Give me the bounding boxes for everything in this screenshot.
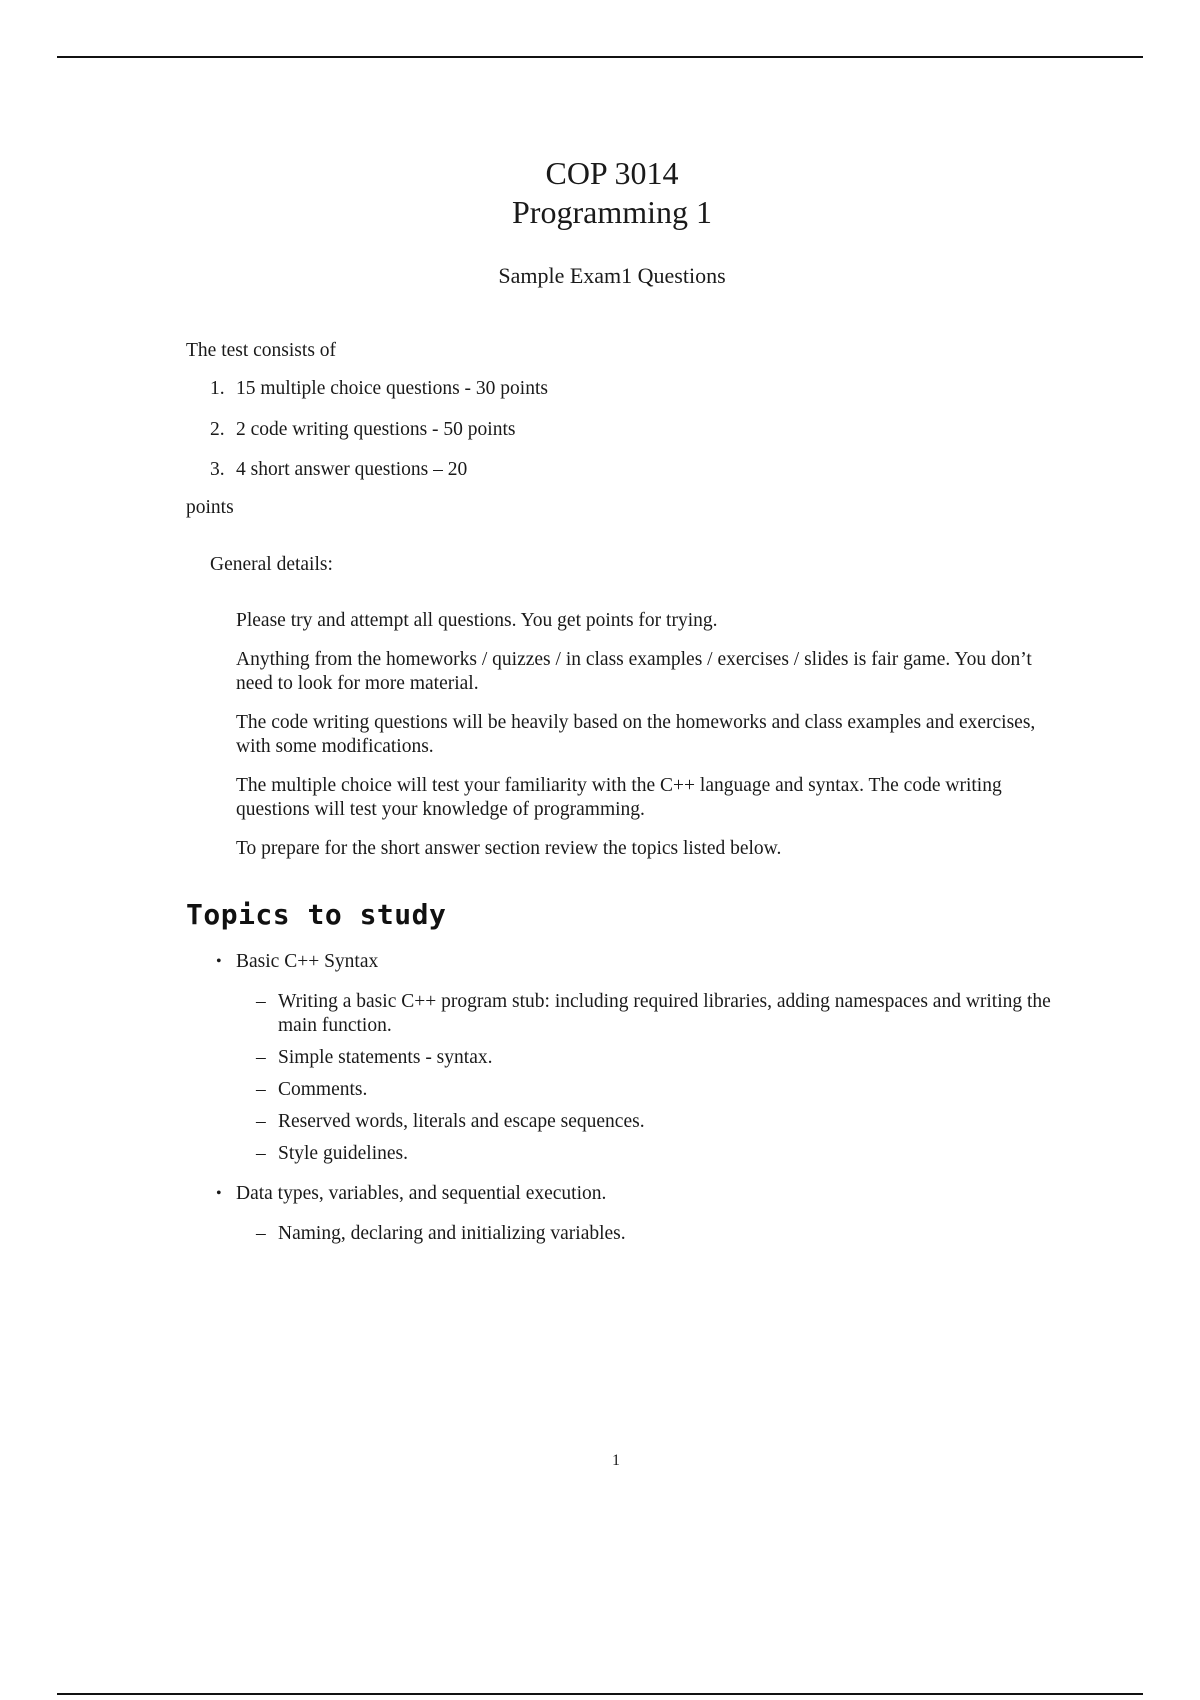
subtopic-item bbox=[256, 1078, 1072, 1102]
test-part-item bbox=[210, 458, 467, 482]
subtopic-text: Reserved words, literals and escape sequences. bbox=[278, 1111, 645, 1132]
dash-icon: – bbox=[256, 1079, 266, 1100]
top-rule bbox=[57, 56, 1143, 58]
course-code: COP 3014 bbox=[545, 155, 679, 191]
test-part-number: 2. bbox=[210, 419, 225, 440]
general-details-label: General details: bbox=[210, 554, 333, 575]
course-title: Programming 1 bbox=[512, 194, 712, 230]
test-part-overflow: points bbox=[186, 497, 234, 518]
test-part-number: 1. bbox=[210, 378, 225, 399]
test-part-number: 3. bbox=[210, 459, 225, 480]
subtopic-item bbox=[256, 990, 1072, 1038]
subtopic-text: Naming, declaring and initializing variables. bbox=[278, 1223, 626, 1244]
topic-item bbox=[212, 950, 1072, 974]
topic-label: Basic C++ Syntax bbox=[236, 951, 379, 972]
bullet-icon: • bbox=[216, 1185, 222, 1202]
test-part-item bbox=[210, 418, 515, 442]
dash-icon: – bbox=[256, 1143, 266, 1164]
test-part-item bbox=[210, 377, 548, 401]
subtopic-list bbox=[212, 990, 1072, 1166]
document-subtitle: Sample Exam1 Questions bbox=[498, 263, 726, 288]
title-block bbox=[0, 154, 1200, 289]
detail-paragraph: Please try and attempt all questions. You get points for trying. bbox=[236, 610, 718, 631]
test-part-text: 15 multiple choice questions - 30 points bbox=[236, 378, 548, 399]
dash-icon: – bbox=[256, 1111, 266, 1132]
subtopic-text: Writing a basic C++ program stub: including required libraries, adding namespaces and writing the main function. bbox=[278, 991, 1051, 1036]
topics-heading: Topics to study bbox=[186, 898, 447, 931]
detail-paragraph: The code writing questions will be heavily based on the homeworks and class examples and exercises, with some modifications. bbox=[236, 712, 1036, 757]
topic-label: Data types, variables, and sequential execution. bbox=[236, 1183, 607, 1204]
dash-icon: – bbox=[256, 1047, 266, 1068]
subtopic-text: Style guidelines. bbox=[278, 1143, 408, 1164]
subtopic-item bbox=[256, 1110, 1072, 1134]
subtopic-item bbox=[256, 1046, 1072, 1070]
subtopic-list bbox=[212, 1222, 1072, 1246]
subtopic-item bbox=[256, 1142, 1072, 1166]
topic-list bbox=[212, 950, 1072, 1262]
dash-icon: – bbox=[256, 1223, 266, 1244]
test-part-text: 2 code writing questions - 50 points bbox=[236, 419, 516, 440]
detail-paragraph: The multiple choice will test your familiarity with the C++ language and syntax. The code writing questions will test your knowledge of programming. bbox=[236, 775, 1002, 820]
detail-paragraph: Anything from the homeworks / quizzes / in class examples / exercises / slides is fair game. You don’t need to look for more material. bbox=[236, 649, 1032, 694]
subtopic-text: Simple statements - syntax. bbox=[278, 1047, 493, 1068]
intro-text: The test consists of bbox=[186, 340, 337, 361]
general-details bbox=[236, 609, 1056, 876]
dash-icon: – bbox=[256, 991, 266, 1012]
subtopic-text: Comments. bbox=[278, 1079, 368, 1100]
test-part-text: 4 short answer questions – 20 bbox=[236, 459, 468, 480]
page-number: 1 bbox=[612, 1452, 620, 1469]
subtopic-item bbox=[256, 1222, 1072, 1246]
bottom-rule bbox=[57, 1693, 1143, 1695]
detail-paragraph: To prepare for the short answer section review the topics listed below. bbox=[236, 838, 782, 859]
bullet-icon: • bbox=[216, 953, 222, 970]
topic-item bbox=[212, 1182, 1072, 1206]
